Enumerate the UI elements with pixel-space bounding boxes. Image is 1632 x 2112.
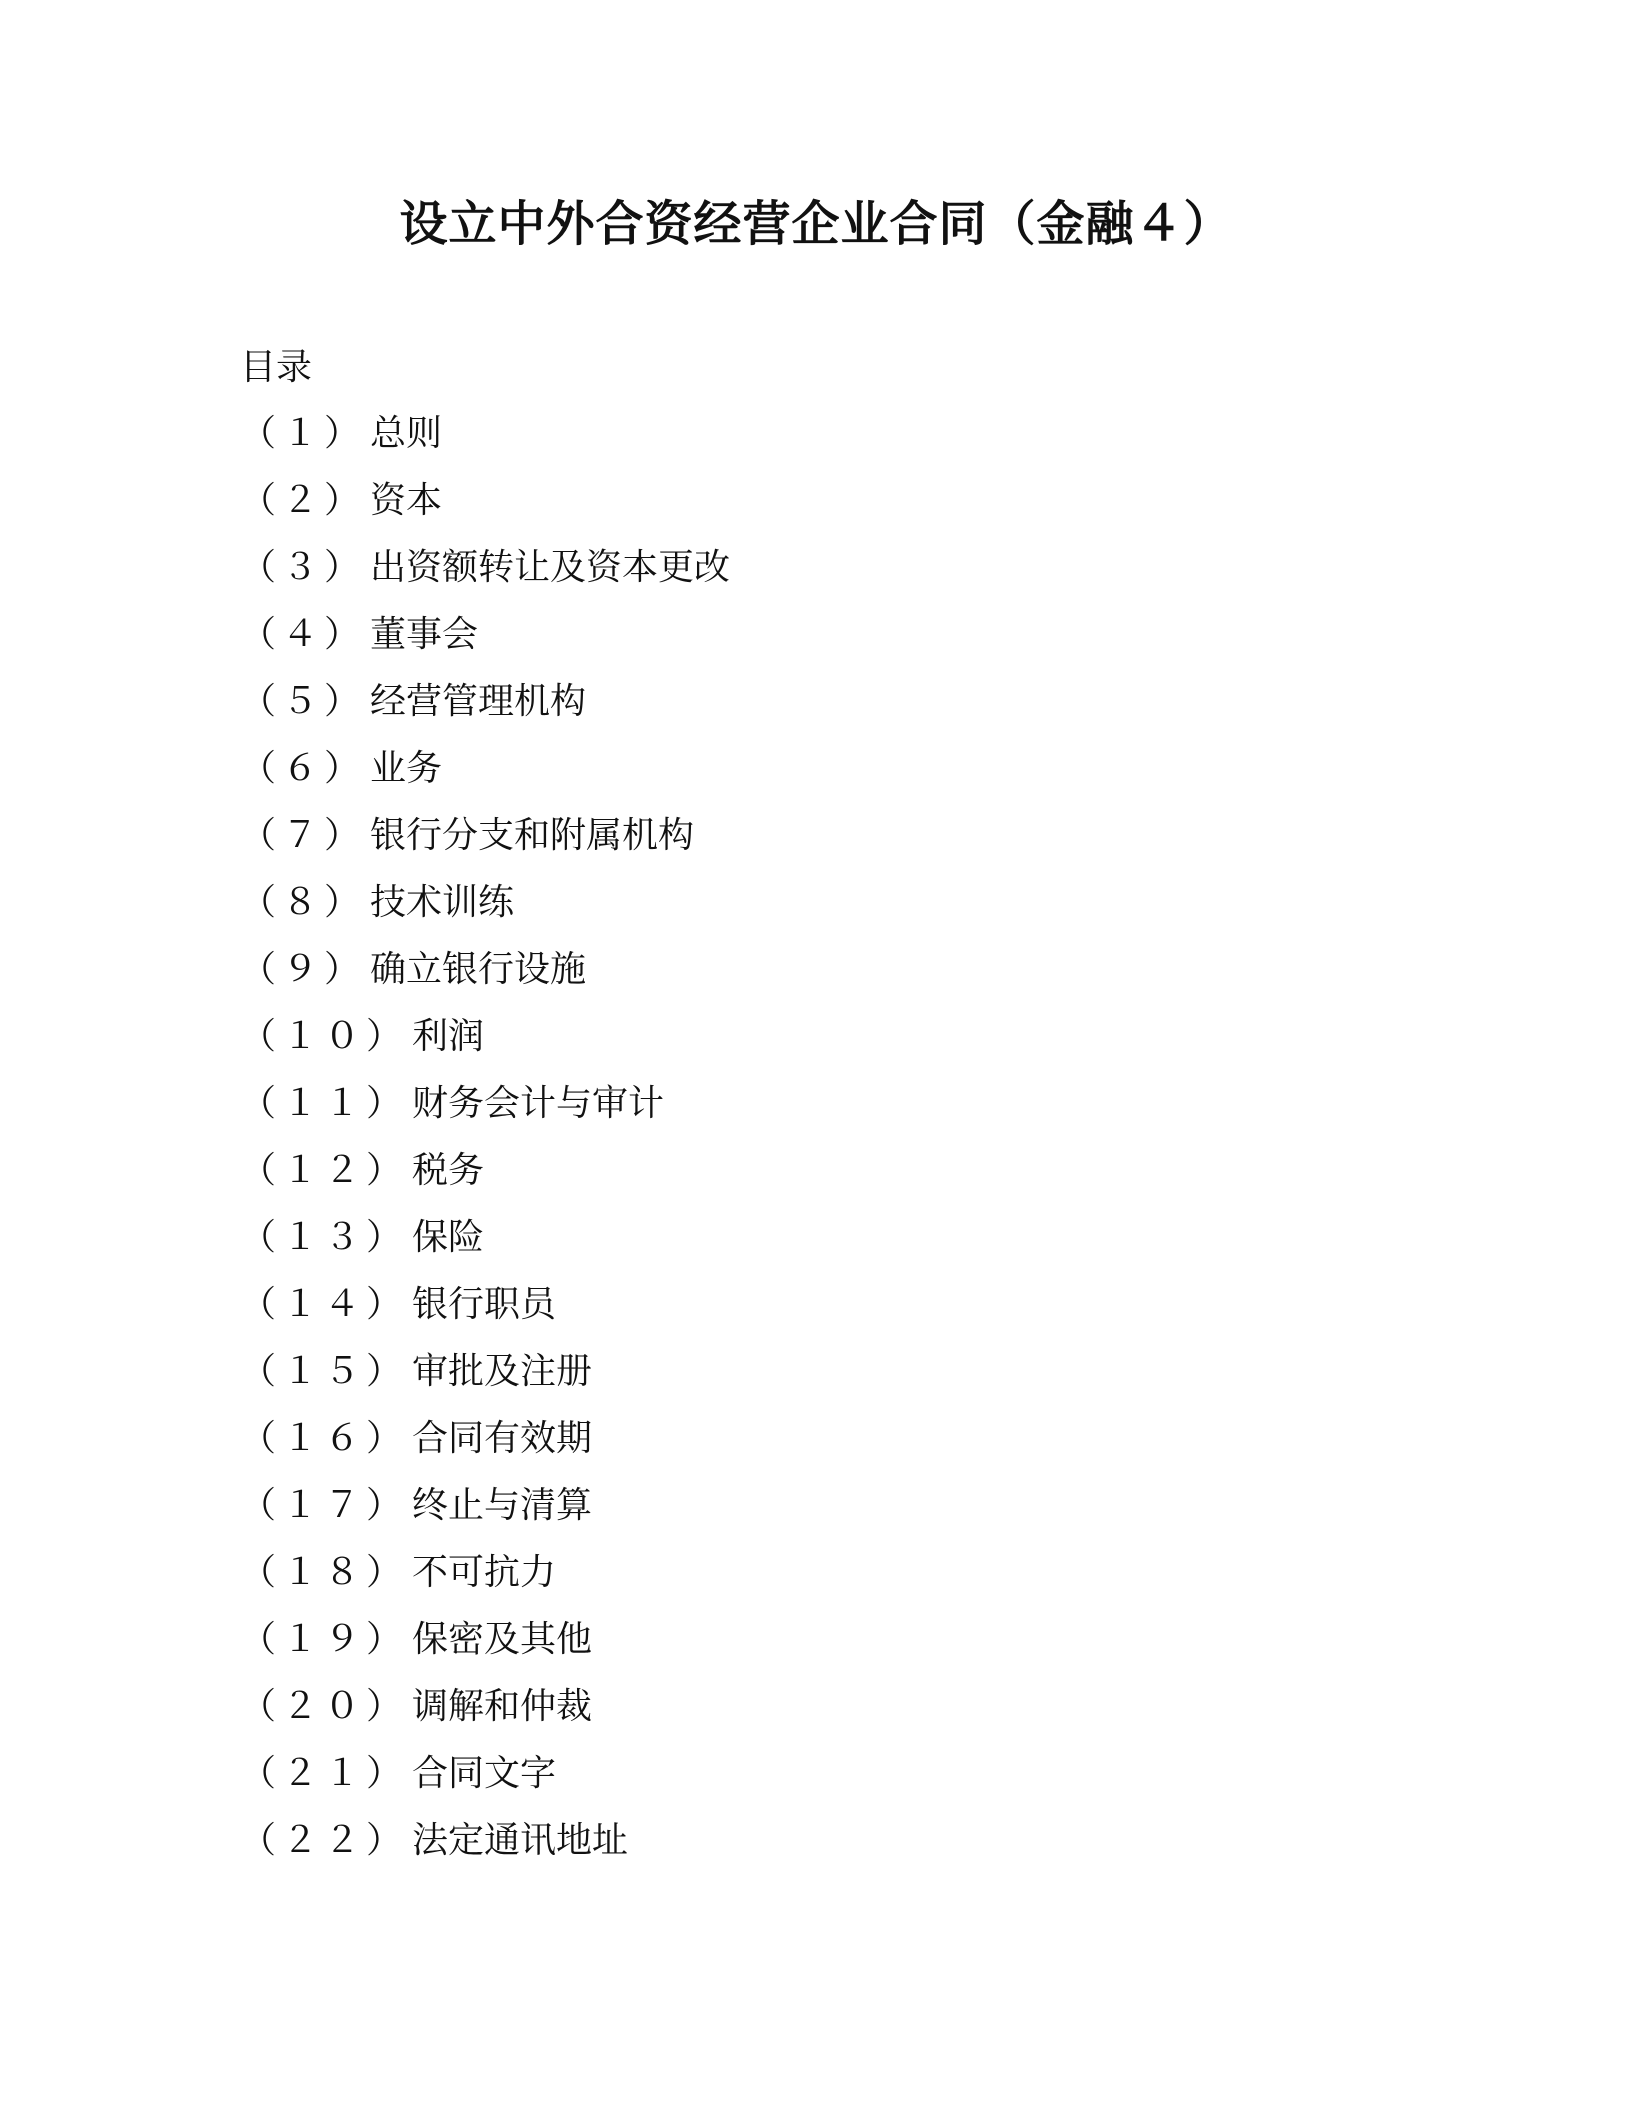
- toc-item-17: [240, 1482, 730, 1549]
- document-title: 设立中外合资经营企业合同（金融４）: [399, 196, 1233, 252]
- toc-item-label: 资本: [370, 480, 443, 521]
- toc-item-label: 出资额转让及资本更改: [370, 547, 731, 588]
- toc-item-number: （１７）: [240, 1485, 409, 1526]
- toc-item-12: [240, 1147, 730, 1214]
- toc-item-16: [240, 1415, 730, 1482]
- toc-item-label: 董事会: [370, 614, 479, 655]
- toc-item-number: （３）: [240, 547, 367, 588]
- toc-item-14: [240, 1281, 730, 1348]
- toc-item-label: 保密及其他: [412, 1619, 593, 1660]
- toc-item-label: 不可抗力: [412, 1552, 557, 1593]
- toc-item-18: [240, 1549, 730, 1616]
- toc-item-7: [240, 812, 730, 879]
- toc-item-10: [240, 1013, 730, 1080]
- toc-item-9: [240, 946, 730, 1013]
- toc-item-number: （２０）: [240, 1686, 409, 1727]
- toc-item-6: [240, 745, 730, 812]
- toc-item-label: 合同文字: [412, 1753, 557, 1794]
- toc-item-15: [240, 1348, 730, 1415]
- toc-item-2: [240, 477, 730, 544]
- toc-item-11: [240, 1080, 730, 1147]
- toc-item-label: 财务会计与审计: [412, 1083, 665, 1124]
- toc-item-19: [240, 1616, 730, 1683]
- toc-item-label: 银行职员: [412, 1284, 557, 1325]
- toc-item-label: 利润: [412, 1016, 485, 1057]
- toc-item-number: （１８）: [240, 1552, 409, 1593]
- toc-item-1: [240, 410, 730, 477]
- toc-item-number: （１２）: [240, 1150, 409, 1191]
- toc-heading: 目录: [240, 347, 313, 388]
- table-of-contents: [240, 410, 730, 1884]
- toc-item-number: （４）: [240, 614, 367, 655]
- toc-item-label: 经营管理机构: [370, 681, 587, 722]
- toc-item-number: （１６）: [240, 1418, 409, 1459]
- toc-item-20: [240, 1683, 730, 1750]
- toc-item-8: [240, 879, 730, 946]
- toc-item-5: [240, 678, 730, 745]
- toc-item-number: （５）: [240, 681, 367, 722]
- toc-item-22: [240, 1817, 730, 1884]
- toc-item-label: 税务: [412, 1150, 485, 1191]
- toc-item-label: 合同有效期: [412, 1418, 593, 1459]
- toc-item-label: 审批及注册: [412, 1351, 593, 1392]
- toc-item-label: 银行分支和附属机构: [370, 815, 695, 856]
- toc-item-number: （１）: [240, 413, 367, 454]
- toc-item-label: 保险: [412, 1217, 485, 1258]
- toc-item-label: 总则: [370, 413, 443, 454]
- toc-item-number: （１９）: [240, 1619, 409, 1660]
- toc-item-number: （１０）: [240, 1016, 409, 1057]
- toc-item-21: [240, 1750, 730, 1817]
- toc-item-label: 技术训练: [370, 882, 515, 923]
- toc-item-number: （１３）: [240, 1217, 409, 1258]
- toc-item-number: （２）: [240, 480, 367, 521]
- toc-item-4: [240, 611, 730, 678]
- toc-item-number: （７）: [240, 815, 367, 856]
- toc-item-label: 终止与清算: [412, 1485, 593, 1526]
- toc-item-13: [240, 1214, 730, 1281]
- toc-item-number: （１１）: [240, 1083, 409, 1124]
- toc-item-label: 业务: [370, 748, 443, 789]
- toc-item-number: （９）: [240, 949, 367, 990]
- toc-item-number: （１５）: [240, 1351, 409, 1392]
- toc-item-number: （８）: [240, 882, 367, 923]
- toc-item-number: （１４）: [240, 1284, 409, 1325]
- toc-item-label: 确立银行设施: [370, 949, 587, 990]
- toc-item-label: 调解和仲裁: [412, 1686, 593, 1727]
- toc-item-3: [240, 544, 730, 611]
- toc-item-number: （２１）: [240, 1753, 409, 1794]
- toc-item-label: 法定通讯地址: [412, 1820, 629, 1861]
- toc-item-number: （２２）: [240, 1820, 409, 1861]
- toc-item-number: （６）: [240, 748, 367, 789]
